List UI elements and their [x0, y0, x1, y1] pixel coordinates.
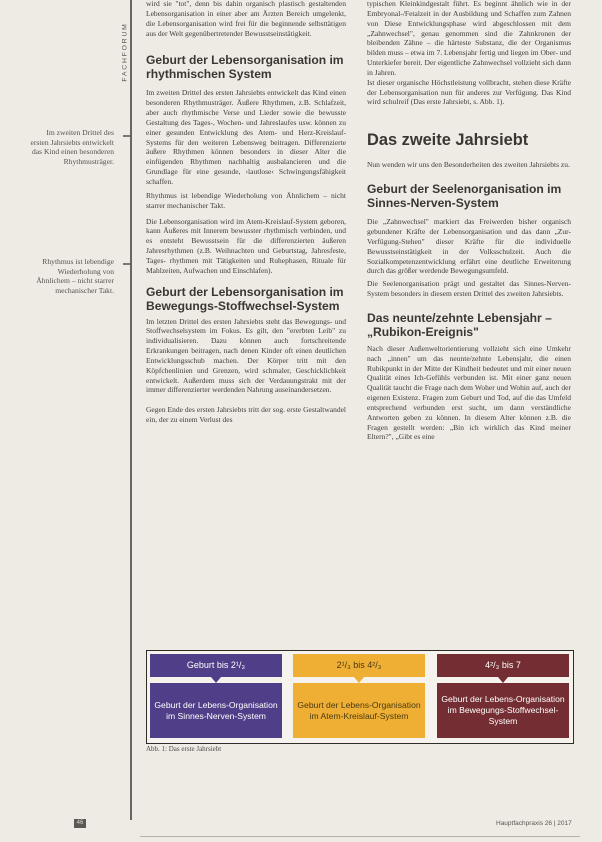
phase-3-text: Geburt der Lebens-Organisation im Bewegungs-Stoffwechsel-System: [441, 694, 565, 726]
footer-rule: [140, 836, 580, 837]
heading-soul-organisation: Geburt der Seelenorganisation im Sinnes-Nerven-System: [367, 182, 562, 211]
paragraph-soul: Die „Zahnwechsel" markiert das Freiwerden bisher organisch gebundener Kräfte der Lebensorganisation und das dann „Zur-Verfügung-Stehen" dieser Kräfte für die individuelle Bewusstseinstätigkeit in der Volksschulzeit. Auch die Sozialkompetenzentwicklung erfährt eine deutliche Erweiterung durch das größer werdende Bewegungsumfeld.: [367, 217, 571, 276]
heading-second-seven-years: Das zweite Jahrsiebt: [367, 131, 529, 150]
phase-2-description: [293, 683, 425, 738]
intro-paragraph: wird sie "tot", denn bis dahin organisch plastisch gestaltenden Lebensorganisation in einer aber am Ärzten Bereich umgelenkt, die Lebensorganisation wird frei für die beginnende selbsttätigen aus der Welt gegenübertretender Bewusstseinstätigkeit.: [146, 0, 346, 38]
phase-1-description: [150, 683, 282, 738]
paragraph-tooth-change: typischen Kleinkindgestalt führt. Es beginnt ähnlich wie in der Embryonal-/Fetalzeit in der Ausbildung und Schaffen zum Zahnen von Diese Entwicklungsphase wird abgeschlossen mit dem „Zahnwechsel", genau genommen sind die Zahnkronen der bleibenden Zähne – die härteste Substanz, die der Organismus bilden muss – etwa im 7. Lebensjahr fertig und liegen im Ober- und Unterkiefer bereit. Der eigentliche Zahnwechsel vollzieht sich dann in Jahren.: [367, 0, 571, 77]
phase-2-3-to-4-2-3: [293, 651, 425, 743]
figure-caption: Abb. 1: Das erste Jahrsiebt: [146, 745, 222, 753]
paragraph-heart-system: Die Lebensorganisation wird im Atem-Kreislauf-System geboren, kann Äußeres mit Innerem bewusster rhythmisch verbinden, und es entsteht Bewusstsein für die differenzierten äußeren Jahresrhythmen (z.B. Weihnachten und Geburtstag, Jahresfeste, Tages- rhythmen mit Tätigkeiten und Ruhephasen, Rituale für Mahlzeiten, Aufwachen und Einschlafen).: [146, 216, 346, 275]
phase-3-description: [437, 683, 569, 738]
paragraph-rhythm-definition: Rhythmus ist lebendige Wiederholung von Ähnlichem – nicht starrer mechanischer Takt.: [146, 190, 346, 210]
paragraph-metabolic: Im letzten Drittel des ersten Jahrsiebts steht das Bewegungs- und Stoffwechselsystem im Fokus. Es gilt, den "ererbten Leib" zu individualisieren. Dazu können auch fortschreitende Erkrankungen beitragen, nach denen Kinder oft einen deutlichen Entwicklungsschub machen. Der Körper tritt mit den Köpfchenlinien und Grenzen, wird schmaler, Geschicklichkeit entwickelt. Außerdem muss sich der Verdauungstrakt mit der immer differenzierter werdenden Nahrung auseinandersetzen.: [146, 316, 346, 395]
heading-metabolic-system: Geburt der Lebensorganisation im Bewegungs-Stoffwechsel-System: [146, 284, 344, 313]
vertical-divider: [130, 0, 132, 820]
page-number: 46: [74, 819, 86, 828]
paragraph-school-ready: Ist dieser organische Höchstleistung vollbracht, stehen diese Kräfte der Lebensorganisation nun für anderes zur Verfügung. Das Kind wird schulreif (Das erste Jahrsiebt, s. Abb. 1).: [367, 77, 571, 107]
journal-footer: Hauptfachpraxis 26 | 2017: [496, 820, 572, 827]
side-note-2: Rhythmus ist lebendige Wiederholung von Ähnlichem – nicht starrer mechanischer Takt.: [36, 257, 114, 295]
phase-3-age: 4²/₃ bis 7: [437, 654, 569, 677]
heading-rhythmic-system: Geburt der Lebensorganisation im rhythmischen System: [146, 53, 344, 82]
paragraph-first-change: Gegen Ende des ersten Jahrsiebts tritt der sog. erste Gestaltwandel ein, der zu einem Verlust des: [146, 405, 346, 425]
middle-column: [146, 0, 346, 425]
paragraph-soul-2: Die Seelenorganisation prägt und gestaltet das Sinnes-Nerven-System besonders in diesem ersten Drittel des zweiten Jahrsiebts.: [367, 279, 571, 299]
phase-2-text: Geburt der Lebens-Organisation im Atem-Kreislauf-System: [297, 699, 421, 721]
phase-1-age: Geburt bis 2¹/₃: [150, 654, 282, 677]
paragraph-rubikon: Nach dieser Außenweltorientierung vollzieht sich eine Umkehr nach „innen" um das neunte/zehnte Lebensjahr, die einen Rubikpunkt in der Mitte der Kindheit bedeutet und mit einer neuen Qualität eines Ich-Gefühls verbunden ist. Mit einer ganz neuen Qualität taucht die Frage nach dem Woher und Wohin auf, auch der eigenen Existenz. Fragen zum Geburt und Tod, auf die das Umfeld entsprechend verbunden erst sucht, um dann verständliche Antworten geben zu können. In diesem Alter können z.B. die Fragen gestellt werden: „Bin ich wirklich das Kind meiner Eltern?", „Gibt es eine: [367, 343, 571, 442]
paragraph-rhythmic: Im zweiten Drittel des ersten Jahrsiebts entwickelt das Kind einen besonderen Rhythmusträger. Äußere Rhythmen, z.B. Schlafzeit, aber auch rhythmische Verse und Lieder sowie die bewusste Gestaltung des Tages-, Wochen- und Jahreslaufes usw. können zu einer gesunden Entwicklung des Atem- und Herz-Kreislauf-Systems für den weiteren Lebensweg beitragen. Differenzierte äußere Rhythmen können besonders in dieser Alter die einfügenden Rhythmen nachhaltig ausbalancieren und die Grundlage für eine gesunde, ›lautlose‹ Schwingungsfähigkeit schaffen.: [146, 88, 346, 186]
right-column: [367, 0, 571, 442]
phase-2-age: 2¹/₃ bis 4²/₃: [293, 654, 425, 677]
side-note-marker-1: [123, 135, 130, 137]
side-note-marker-2: [123, 263, 130, 265]
side-note-1: Im zweiten Drittel des ersten Jahrsiebts entwickelt das Kind einen besonderen Rhythmusträger.: [30, 128, 114, 166]
phase-1-text: Geburt der Lebens-Organisation im Sinnes-Nerven-System: [154, 699, 278, 721]
paragraph-second-intro: Nun wenden wir uns den Besonderheiten des zweiten Jahrsiebts zu.: [367, 160, 570, 170]
phase-4-2-3-to-7: [437, 651, 569, 743]
first-seven-years-diagram: [146, 650, 574, 744]
section-label: FACHFORUM: [121, 22, 129, 82]
heading-rubikon: Das neunte/zehnte Lebensjahr – „Rubikon-Ereignis": [367, 310, 552, 339]
phase-birth-to-2-3: [150, 651, 282, 743]
